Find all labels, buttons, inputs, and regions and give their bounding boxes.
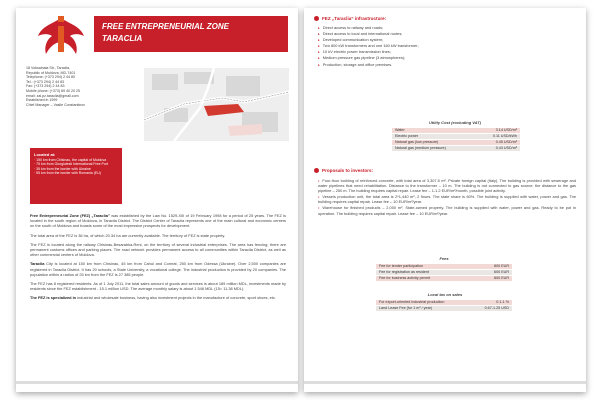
- fees-title: Fees: [439, 256, 449, 261]
- page-footer-bar: [304, 381, 586, 384]
- table-cell: Natural gas (low pressure): [392, 140, 476, 146]
- proposals-title: Proposals to investors:: [322, 168, 374, 173]
- contact-line: email: zal.pz.taraclia@gmail.com: [26, 93, 79, 98]
- utility-cost-table: [392, 128, 520, 152]
- contact-line: Established in 1999: [26, 98, 58, 103]
- paragraph: The total area of the FEZ is 36 ha, of which 20.34 ha are currently available. The territory of FEZ is state property.: [30, 232, 226, 238]
- left-page: [16, 8, 298, 392]
- title-banner: [94, 16, 288, 52]
- location-title: Located at:: [34, 152, 56, 157]
- table-cell: 800 EUR: [475, 264, 512, 270]
- location-box: [30, 148, 122, 204]
- taraclia-coat-of-arms-logo: [32, 14, 90, 58]
- paragraph: [30, 261, 286, 277]
- list-item: ▸ Two 800 kW transformers and one 160 kW transformer;: [318, 43, 578, 49]
- paragraph-bold: The FEZ is specialized in: [30, 295, 77, 301]
- list-item: ▸ Developed communication system;: [318, 37, 578, 43]
- contact-line: 18 Voksalnaia Str., Taraclia,: [26, 66, 71, 70]
- title-line-2: TARACLIA: [102, 34, 143, 43]
- contact-line: Chief Manager – Vasile Constantinov: [26, 102, 86, 107]
- list-item: • Vessels production unit, the total area is 2*1,440 m², 2 floors. The state share is 60%. The building is supplied with water, power and gas. The building requires capital repair. Lease fee – 10 EUR/m²/year.: [318, 194, 576, 204]
- table-cell: Fee for tender participation: [376, 264, 475, 270]
- list-item: • Four-floor building of reinforced concrete, with total area of 3,307.5 m². Private foreign capital (Italy). The building is provided with sewerage and water pipelines that need rehabilitation. Distance to the transformer – 10 m. The building is not connected to gas source; the distance to the gas pipeline – 250 m. The building requires capital repair. Lease fee – 1-1.2 EUR/m²/month, possible joint activity.: [318, 178, 576, 193]
- paragraph-text: was established by the Law No. 1529-XIII of 19 February 1998 for a period of 25 years. The FEZ is located in the south region of Moldova, in Taraclia District. The District Center of Taraclia represents one of the main cultural and economic centers on the south of Moldova and boasts some of the most impressive prospects for development.: [30, 213, 286, 229]
- list-item: ▸ Production, storage and office premises.: [318, 62, 578, 68]
- utility-cost-title: Utility Cost (excluding VAT): [428, 120, 482, 125]
- location-item: · 55 km from the border with Romania (EU): [34, 170, 101, 175]
- location-map: [144, 68, 289, 141]
- table-cell: 0.43 USD/m³: [476, 146, 520, 152]
- table-cell: 600 EUR: [475, 270, 512, 276]
- table-row: [376, 276, 512, 282]
- list-item: ▸ 10 kV electric power transmission lines;: [318, 49, 578, 55]
- paragraph-bold: Taraclia: [30, 261, 45, 267]
- table-cell: Land Lease Fee (for 1 m² / year): [376, 306, 471, 312]
- location-item: · 35 km from the border with Ukraine: [34, 166, 91, 171]
- table-cell: 0.45 USD/m³: [476, 140, 520, 146]
- location-item: · 75 km from Giurgiulesti International Free Port: [34, 162, 108, 167]
- body-text: [30, 213, 286, 305]
- list-item: • Warehouse for finished products – 2,000 m², State-owned property. The building is supplied with water, power and gas. Ready to be put in operation. The building requires capital repair. Lease fee – 10 EUR/m²/year.: [318, 205, 576, 215]
- proposals-heading: [314, 168, 373, 173]
- fees-table: [376, 264, 512, 282]
- title-line-1: FREE ENTREPRENEURIAL ZONE: [102, 22, 229, 31]
- infrastructure-title: FEZ „Taraclia” infrastructure:: [322, 16, 387, 21]
- contact-line: Mobile phone: (+373) 69 40 20 25: [26, 88, 81, 93]
- table-cell: For export-oriented industrial production: [376, 300, 471, 306]
- paragraph-text: industrial and wholesale business, having also investment projects in the manufacture of concrete, sport shoes, etc.: [76, 295, 276, 301]
- contact-line: Republic of Moldova, MD-7401: [26, 70, 76, 75]
- list-item: ▸ Medium pressure gas pipeline (3 atmospheres);: [318, 55, 578, 61]
- paragraph: The FEZ is located along the railway Chisinau-Besarabka-Reni, on the territory of several industrial enterprises. The area has fencing; there are permanent customs offices and parking places. The road network provides permanent access to all communities within Taraclia District, as well as other commercial centers of Moldova.: [30, 241, 286, 258]
- table-cell: 800 EUR: [475, 276, 512, 282]
- table-cell: Fee for business activity permit: [376, 276, 475, 282]
- contact-block: [26, 66, 144, 107]
- contact-line: Telephone: (+373 294) 2 44 80: [26, 75, 76, 80]
- right-page: [304, 8, 586, 392]
- list-item: ▸ Direct access to local and international routes;: [318, 31, 578, 37]
- table-cell: 3.14 USD/m³: [476, 128, 520, 134]
- table-cell: 0.11 USD/kWh: [476, 134, 520, 140]
- list-item: ▸ Direct access to railway and roads;: [318, 25, 578, 31]
- table-cell: Natural gas (medium pressure): [392, 146, 476, 152]
- contact-line: Tel.: (+373 294) 2 44 83: [26, 79, 65, 84]
- local-tax-table: [376, 300, 512, 312]
- bullet-icon: [314, 168, 319, 173]
- table-row: [376, 306, 512, 312]
- table-row: [392, 146, 520, 152]
- contact-line: Fax: (+373 294) 2 44 83: [26, 84, 65, 89]
- page-footer-bar: [16, 381, 298, 384]
- paragraph: The FEZ has 8 registered residents. As of 1 July 2011, the total sales amount of goods and services is about 189 million MDL, investments made by residents since the FEZ establishment - 15.1 million USD. The average monthly salary is about 1 546 MDL (15= 11.38 MDL).: [30, 281, 286, 292]
- local-tax-title: Local tax on sales: [427, 292, 463, 297]
- table-cell: Water: [392, 128, 476, 134]
- paragraph-bold: Free Entrepreneurial Zone (FEZ) „Taraclia”: [30, 213, 110, 218]
- paragraph-text: City is located at 150 km from Chisinau, 45 km from Cahul and Comrat, 250 km from Odessa (Ukraine). Over 2,500 companies are registered in Taraclia District. It has 20 schools, a State University, a vocational college. The industrial production is provided by 20 companies. The population within a radius of 25 km from the FEZ is 27 385 people.: [30, 261, 286, 277]
- table-cell: 0.67-1.25 USD: [471, 306, 512, 312]
- paragraph: [30, 213, 286, 229]
- infrastructure-heading: [314, 16, 386, 21]
- table-cell: Electric power: [392, 134, 476, 140]
- table-cell: Fee for registration as resident: [376, 270, 475, 276]
- proposals-list: [318, 178, 576, 217]
- paragraph: [30, 295, 286, 300]
- bullet-icon: [314, 16, 319, 21]
- table-cell: 0.1-1 %: [471, 300, 512, 306]
- location-item: · 150 km from Chisinau, the capital of Moldova: [34, 158, 107, 162]
- infrastructure-list: [318, 25, 578, 68]
